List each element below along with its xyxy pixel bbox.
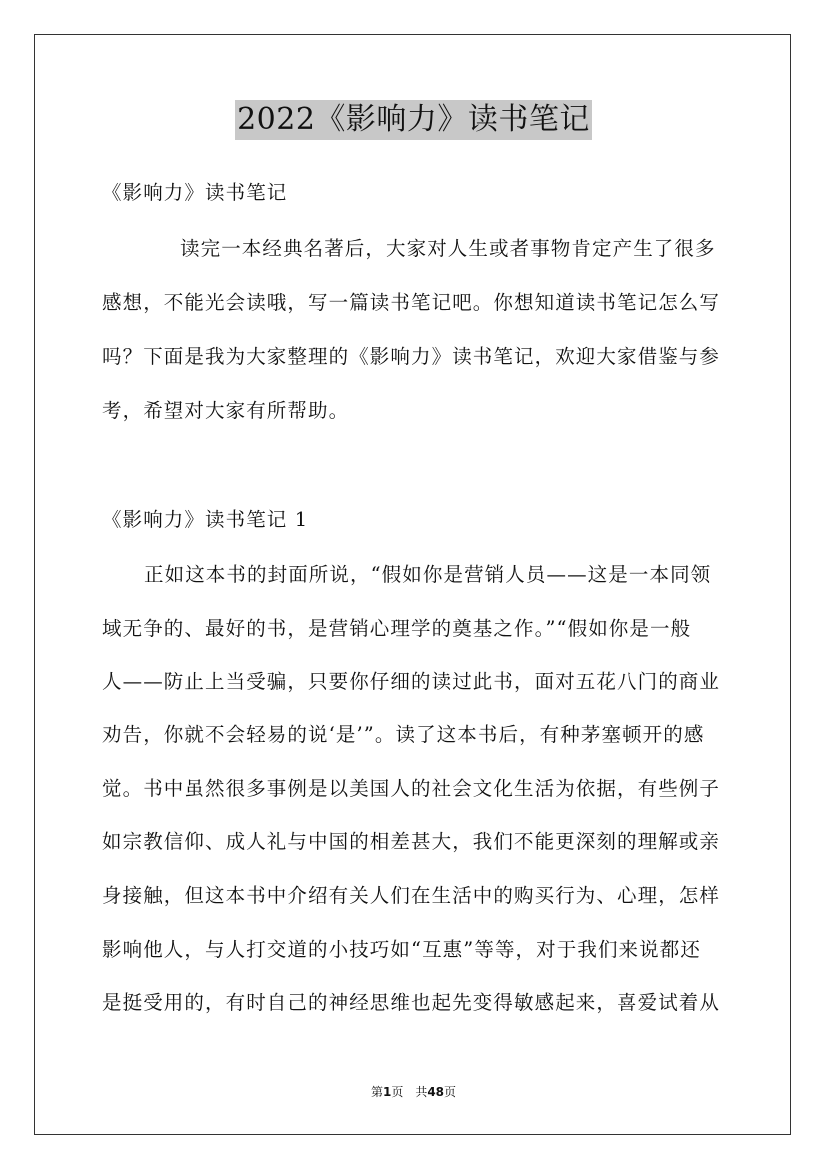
document-title: 2022《影响力》读书笔记 <box>235 100 592 140</box>
intro-line-4: 考，希望对大家有所帮助。 <box>102 399 350 422</box>
footer-prefix: 第 <box>370 1085 383 1099</box>
intro-line-2: 感想，不能光会读哦，写一篇读书笔记吧。你想知道读书笔记怎么写 <box>102 291 721 314</box>
footer-middle: 页 共 <box>391 1085 428 1099</box>
body-line-2: 域无争的、最好的书，是营销心理学的奠基之作。”“假如你是一般 <box>102 617 692 640</box>
body-line-5: 觉。书中虽然很多事例是以美国人的社会文化生活为依据，有些例子 <box>102 777 721 800</box>
body-line-7: 身接触，但这本书中介绍有关人们在生活中的购买行为、心理，怎样 <box>102 884 721 907</box>
section-heading-1: 《影响力》读书笔记 1 <box>102 508 309 531</box>
body-line-9: 是挺受用的，有时自己的神经思维也起先变得敏感起来，喜爱试着从 <box>102 991 721 1014</box>
section-heading: 《影响力》读书笔记 <box>102 181 288 204</box>
intro-line-1: 读完一本经典名著后，大家对人生或者事物肯定产生了很多 <box>180 237 716 260</box>
body-line-6: 如宗教信仰、成人礼与中国的相差甚大，我们不能更深刻的理解或亲 <box>102 830 721 853</box>
body-line-3: 人——防止上当受骗，只要你仔细的读过此书，面对五花八门的商业 <box>102 670 721 693</box>
footer-page-number: 1 <box>382 1085 392 1099</box>
footer-suffix: 页 <box>444 1085 457 1099</box>
page-footer <box>0 1084 827 1100</box>
body-line-1: 正如这本书的封面所说，“假如你是营销人员——这是一本同领 <box>144 563 712 586</box>
footer-total-pages: 48 <box>427 1085 445 1099</box>
intro-line-3: 吗？下面是我为大家整理的《影响力》读书笔记，欢迎大家借鉴与参 <box>102 345 721 368</box>
title-wrap <box>0 100 827 140</box>
body-line-4: 劝告，你就不会轻易的说‘是’”。读了这本书后，有种茅塞顿开的感 <box>102 723 705 746</box>
body-line-8: 影响他人，与人打交道的小技巧如“互惠”等等，对于我们来说都还 <box>102 938 701 961</box>
